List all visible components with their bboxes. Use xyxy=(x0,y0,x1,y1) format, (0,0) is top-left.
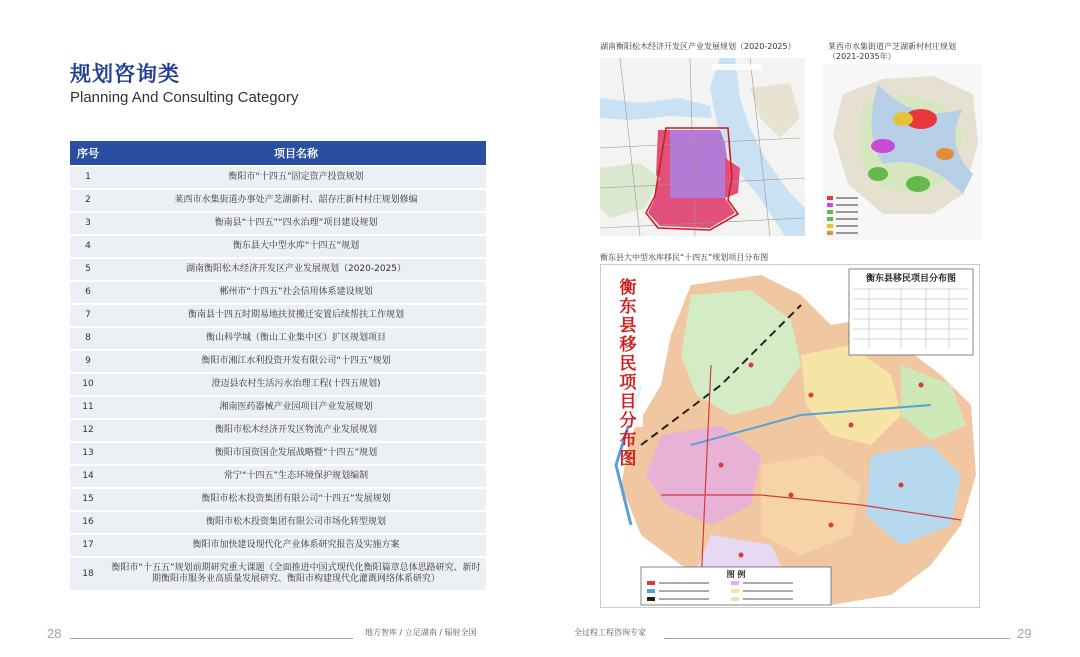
left-page-number: 28 xyxy=(47,626,62,641)
row-name: 衡阳市松木投资集团有限公司“十四五”发展规划 xyxy=(106,489,486,510)
table-row xyxy=(70,512,486,533)
row-name: 澄迈县农村生活污水治理工程(十四五规划) xyxy=(106,374,486,395)
row-name: 衡阳市国资国企发展战略暨“十四五”规划 xyxy=(106,443,486,464)
map2-village-plan xyxy=(823,64,983,240)
row-no: 7 xyxy=(70,305,106,326)
table-row xyxy=(70,259,486,280)
table-row xyxy=(70,282,486,303)
table-row xyxy=(70,420,486,441)
row-name: 郴州市“十四五”社会信用体系建设规划 xyxy=(106,282,486,303)
row-name: 衡南县十四五时期易地扶贫搬迁安置后续帮扶工作规划 xyxy=(106,305,486,326)
row-name: 衡东县大中型水库“十四五”规划 xyxy=(106,236,486,257)
row-no: 10 xyxy=(70,374,106,395)
row-no: 3 xyxy=(70,213,106,234)
row-no: 15 xyxy=(70,489,106,510)
table-row xyxy=(70,374,486,395)
right-footer-rule xyxy=(664,638,1010,639)
map1-development-zone xyxy=(600,58,805,236)
row-no: 5 xyxy=(70,259,106,280)
map2-caption xyxy=(828,42,956,62)
table-row xyxy=(70,328,486,349)
map3-legend-title: 图 例 xyxy=(726,570,746,579)
row-no: 11 xyxy=(70,397,106,418)
row-no: 16 xyxy=(70,512,106,533)
row-name: 衡阳市“十四五”固定资产投资规划 xyxy=(106,167,486,188)
map2-drawing xyxy=(823,64,983,240)
right-footer-text: 全过程工程咨询专家 xyxy=(574,628,646,637)
row-name: 莱西市水集街道办事处产芝湖新村、韶存庄新村村庄规划修编 xyxy=(106,190,486,211)
row-no: 4 xyxy=(70,236,106,257)
row-name: 常宁“十四五”生态环境保护规划编制 xyxy=(106,466,486,487)
row-name: 衡阳市松木投资集团有限公司市场化转型规划 xyxy=(106,512,486,533)
row-name: 湖南衡阳松木经济开发区产业发展规划（2020-2025） xyxy=(106,259,486,280)
row-no: 13 xyxy=(70,443,106,464)
map3-caption: 衡东县大中型水库移民“十四五”规划项目分布图 xyxy=(600,253,769,262)
table-row xyxy=(70,535,486,556)
row-no: 12 xyxy=(70,420,106,441)
table-row xyxy=(70,305,486,326)
row-no: 9 xyxy=(70,351,106,372)
map1-caption: 湖南衡阳松木经济开发区产业发展规划（2020-2025） xyxy=(600,42,796,51)
table-row xyxy=(70,167,486,188)
table-row xyxy=(70,236,486,257)
table-row xyxy=(70,190,486,211)
table-row xyxy=(70,558,486,590)
row-no: 8 xyxy=(70,328,106,349)
projects-table xyxy=(70,139,486,592)
header-name: 项目名称 xyxy=(106,141,486,165)
table-row xyxy=(70,397,486,418)
row-no: 14 xyxy=(70,466,106,487)
map3-inset-title: 衡东县移民项目分布图 xyxy=(865,274,956,284)
table-header-row xyxy=(70,141,486,165)
left-footer-rule xyxy=(70,638,353,639)
map1-drawing xyxy=(600,58,805,236)
row-no: 17 xyxy=(70,535,106,556)
row-no: 2 xyxy=(70,190,106,211)
table-row xyxy=(70,213,486,234)
row-name: 衡南县“十四五”“四水治理”项目建设规划 xyxy=(106,213,486,234)
table-row xyxy=(70,351,486,372)
table-row xyxy=(70,466,486,487)
row-no: 6 xyxy=(70,282,106,303)
right-page-number: 29 xyxy=(1017,626,1032,641)
page-title: 规划咨询类 xyxy=(70,62,180,86)
left-footer-text: 地方智库 / 立足湖南 / 辐射全国 xyxy=(365,628,477,637)
row-name: 湘南医药器械产业园项目产业发展规划 xyxy=(106,397,486,418)
row-name: 衡阳市“十五五”规划前期研究重大课题（全面推进中国式现代化衡阳篇章总体思路研究、新时期衡阳市服务业高质量发展研究、衡阳市构建现代化灌溉网络体系研究） xyxy=(106,558,486,590)
map2-caption-line2: （2021-2035年） xyxy=(828,52,896,61)
map3-vertical-title: 衡东县移民项目分布图 xyxy=(619,278,637,469)
table-row xyxy=(70,443,486,464)
row-name: 衡山科学城（衡山工业集中区）扩区规划项目 xyxy=(106,328,486,349)
map3-distribution-map xyxy=(600,264,980,608)
row-name: 衡阳市加快建设现代化产业体系研究报告及实施方案 xyxy=(106,535,486,556)
row-no: 1 xyxy=(70,167,106,188)
table-row xyxy=(70,489,486,510)
row-no: 18 xyxy=(70,558,106,590)
map3-drawing xyxy=(601,265,979,607)
row-name: 衡阳市松木经济开发区物流产业发展规划 xyxy=(106,420,486,441)
page-subtitle: Planning And Consulting Category xyxy=(70,89,299,106)
header-no: 序号 xyxy=(70,141,106,165)
map2-caption-line1: 莱西市水集街道产芝湖新村村庄规划 xyxy=(828,42,956,51)
row-name: 衡阳市湘江水利投资开发有限公司“十四五”规划 xyxy=(106,351,486,372)
